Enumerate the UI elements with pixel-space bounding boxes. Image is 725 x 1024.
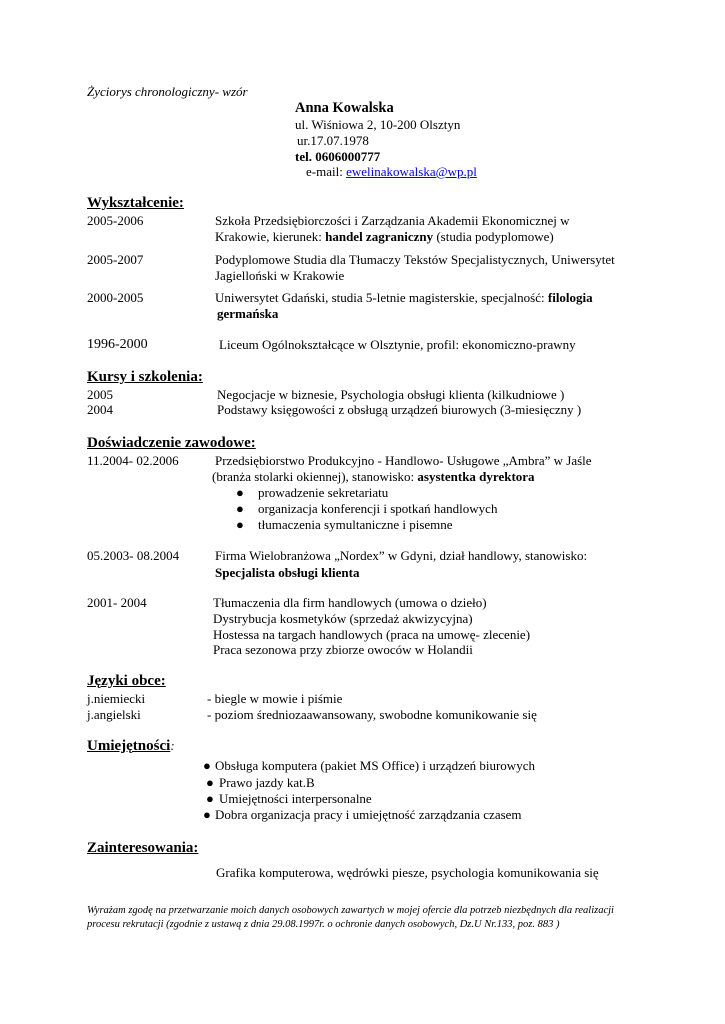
- job-date: 11.2004- 02.2006: [87, 453, 179, 468]
- language-name: j.niemiecki: [87, 691, 146, 706]
- consent-clause: procesu rekrutacji (zgodnie z ustawą z dnia 29.08.1997r. o ochronie danych osobowych, Dz.U Nr.133, poz. 883 ): [87, 919, 560, 930]
- education-text: Krakowie, kierunek: handel zagraniczny (studia podyplomowe): [215, 229, 554, 244]
- education-text: Uniwersytet Gdański, studia 5-letnie magisterskie, specjalność: filologia: [215, 290, 593, 305]
- bullet-icon: ●: [206, 775, 214, 790]
- consent-clause: Wyrażam zgodę na przetwarzanie moich danych osobowych zawartych w mojej ofercie dla potrzeb niezbędnych dla realizacji: [87, 905, 614, 916]
- course-date: 2005: [87, 387, 113, 402]
- bullet-icon: ●: [236, 485, 244, 500]
- job-text: Specjalista obsługi klienta: [215, 565, 360, 580]
- job-text: Tłumaczenia dla firm handlowych (umowa o dzieło): [213, 595, 487, 610]
- birth-date: ur.17.07.1978: [297, 133, 369, 148]
- language-level: - biegle w mowie i piśmie: [207, 691, 343, 706]
- job-text: Firma Wielobranżowa „Nordex” w Gdyni, dział handlowy, stanowisko:: [215, 548, 588, 563]
- list-item: ● organizacja konferencji i spotkań handlowych: [236, 501, 498, 516]
- experience-heading: Doświadczenie zawodowe:: [87, 435, 256, 451]
- list-item: ● Dobra organizacja pracy i umiejętność zarządzania czasem: [203, 807, 522, 822]
- job-text: (branża stolarki okiennej), stanowisko: asystentka dyrektora: [212, 469, 535, 484]
- education-text: germańska: [217, 306, 279, 321]
- education-heading: Wykształcenie:: [87, 195, 184, 211]
- email-row: [306, 164, 477, 180]
- job-text: Praca sezonowa przy zbiorze owoców w Holandii: [213, 642, 473, 657]
- languages-heading: Języki obce:: [87, 673, 166, 689]
- phone: tel. 0606000777: [295, 149, 381, 164]
- bullet-icon: ●: [203, 807, 211, 822]
- list-item: ● prowadzenie sekretariatu: [236, 485, 389, 500]
- course-text: Podstawy księgowości z obsługą urządzeń biurowych (3-miesięczny ): [217, 402, 582, 417]
- language-level: - poziom średniozaawansowany, swobodne komunikowanie się: [207, 707, 537, 722]
- education-text: Jagielloński w Krakowie: [215, 268, 345, 283]
- course-date: 2004: [87, 402, 113, 417]
- bullet-icon: ●: [203, 758, 211, 773]
- education-text: Liceum Ogólnokształcące w Olsztynie, profil: ekonomiczno-prawny: [219, 337, 576, 352]
- job-text: Hostessa na targach handlowych (praca na umowę- zlecenie): [213, 627, 531, 642]
- job-text: Przedsiębiorstwo Produkcyjno - Handlowo- Usługowe „Ambra” w Jaśle: [215, 453, 592, 468]
- education-date: 1996-2000: [87, 337, 148, 352]
- interests-heading: Zainteresowania:: [87, 840, 199, 856]
- email-label: e-mail:: [306, 164, 347, 179]
- list-item: ● Umiejętności interpersonalne: [206, 791, 372, 806]
- bullet-icon: ●: [206, 791, 214, 806]
- list-item: ● Prawo jazdy kat.B: [206, 775, 315, 790]
- skills-heading: Umiejętności:: [87, 738, 175, 754]
- person-name: Anna Kowalska: [295, 100, 394, 116]
- course-text: Negocjacje w biznesie, Psychologia obsługi klienta (kilkudniowe ): [217, 387, 565, 402]
- document-title: Życiorys chronologiczny- wzór: [87, 84, 248, 99]
- job-date: 05.2003- 08.2004: [87, 548, 180, 563]
- bullet-icon: ●: [236, 517, 244, 532]
- email-link[interactable]: ewelinakowalska@wp.pl: [346, 164, 477, 179]
- interests-text: Grafika komputerowa, wędrówki piesze, psychologia komunikowania się: [216, 865, 599, 880]
- courses-heading: Kursy i szkolenia:: [87, 369, 203, 385]
- education-date: 2000-2005: [87, 290, 144, 305]
- education-date: 2005-2007: [87, 252, 144, 267]
- bullet-icon: ●: [236, 501, 244, 516]
- language-name: j.angielski: [87, 707, 141, 722]
- list-item: ● tłumaczenia symultaniczne i pisemne: [236, 517, 453, 532]
- job-date: 2001- 2004: [87, 595, 147, 610]
- education-date: 2005-2006: [87, 213, 144, 228]
- address: ul. Wiśniowa 2, 10-200 Olsztyn: [295, 117, 461, 132]
- list-item: ● Obsługa komputera (pakiet MS Office) i urządzeń biurowych: [203, 758, 535, 773]
- job-text: Dystrybucja kosmetyków (sprzedaż akwizycyjna): [213, 611, 473, 626]
- education-text: Szkoła Przedsiębiorczości i Zarządzania Akademii Ekonomicznej w: [215, 213, 570, 228]
- education-text: Podyplomowe Studia dla Tłumaczy Tekstów Specjalistycznych, Uniwersytet: [215, 252, 615, 267]
